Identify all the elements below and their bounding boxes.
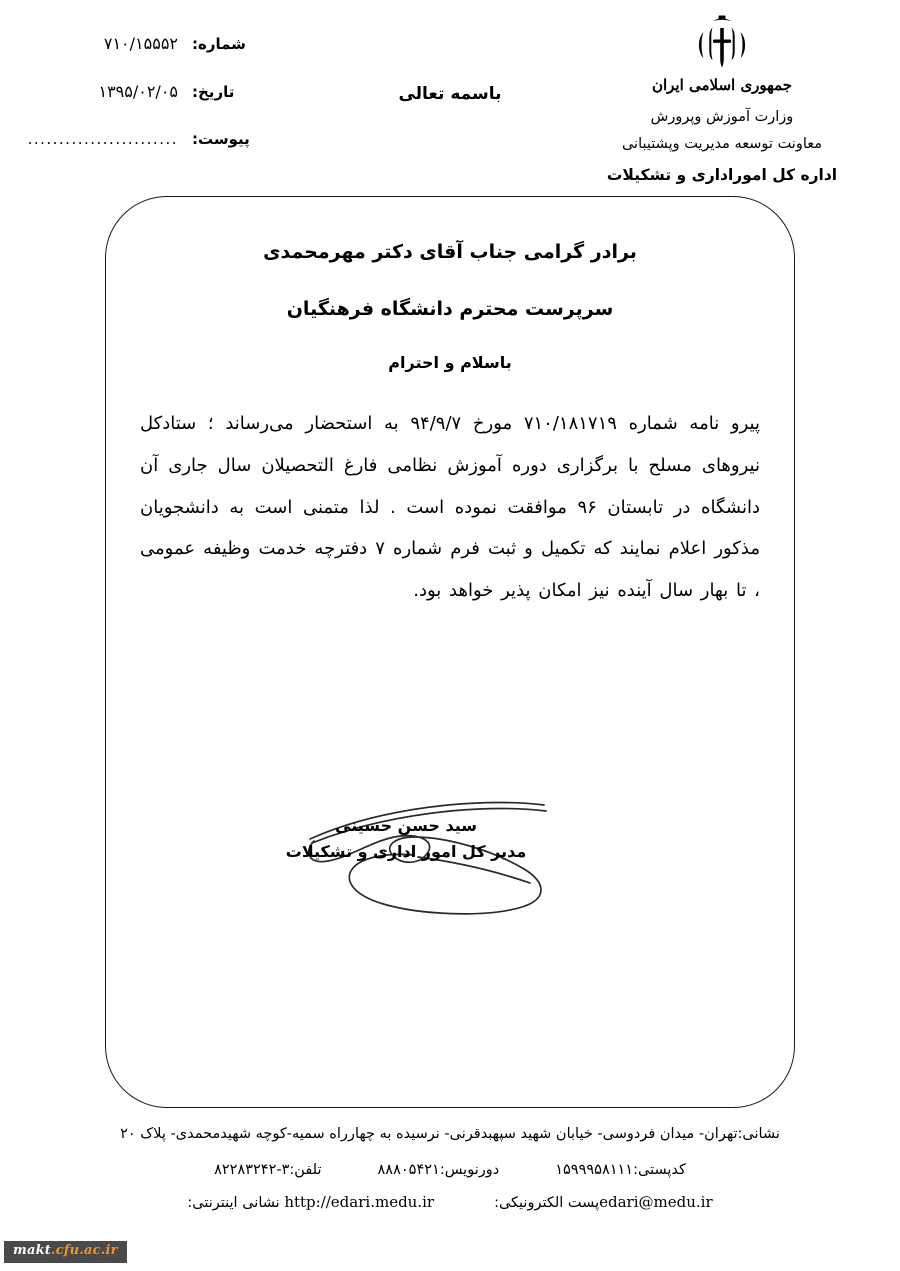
footer-telephone-value: ۸۲۲۸۳۲۴۲-۳ xyxy=(214,1161,290,1178)
label-number: شماره: xyxy=(192,35,246,53)
watermark-primary: makt xyxy=(13,1243,51,1259)
signature-name: سید حسن حسینی xyxy=(335,816,477,835)
salutation-position: سرپرست محترم دانشگاه فرهنگیان xyxy=(286,297,614,320)
footer-postal-code xyxy=(555,1157,686,1185)
basmala-text: باسمه تعالی xyxy=(398,84,502,104)
salutation-addressee: برادر گرامی جناب آقای دکتر مهرمحمدی xyxy=(263,241,637,263)
iran-emblem-icon xyxy=(693,14,751,70)
organization-header xyxy=(572,14,872,189)
footer-telephone xyxy=(214,1157,321,1185)
meta-row-attachment xyxy=(18,130,258,178)
footer-telephone-label: تلفن: xyxy=(289,1161,322,1178)
signature-title: مدیر کل امور اداری و تشکیلات xyxy=(285,841,527,861)
value-number: ۷۱۰/۱۵۵۵۲ xyxy=(103,34,178,53)
salutation-block xyxy=(168,239,732,375)
footer-address: نشانی:تهران- میدان فردوسی- خیابان شهید سپهبدقرنی- نرسیده به چهارراه سمیه-کوچه شهیدمحمدی- پلاک ۲۰ xyxy=(120,1126,780,1142)
letter-body-box xyxy=(105,196,795,1108)
footer-fax-label: دورنویس: xyxy=(439,1161,500,1178)
footer-fax xyxy=(378,1157,500,1185)
letter-body-paragraph: پیرو نامه شماره ۷۱۰/۱۸۱۷۱۹ مورخ ۹۴/۹/۷ به استحضار می‌رساند ؛ ستادکل نیروهای مسلح با برگزاری دوره آموزش نظامی فارغ التحصیلان سال جاری آن دانشگاه در تابستان ۹۶ موافقت نموده است . لذا متمنی است به دانشجویان مذکور اعلام نمایند که تکمیل و ثبت فرم شماره ۷ دفترچه خدمت وظیفه عمومی ، تا بهار سال آینده نیز امکان پذیر خواهد بود. xyxy=(140,413,760,601)
footer-postal-code-label: کدپستی: xyxy=(633,1161,686,1178)
signature-wrap xyxy=(276,813,536,864)
footer-website xyxy=(187,1188,434,1218)
org-department: اداره کل اموراداری و تشکیلات xyxy=(606,165,838,184)
footer-email-label: پست الکترونیکی: xyxy=(494,1195,600,1212)
header-meta-fields xyxy=(18,34,258,178)
watermark-secondary: .cfu.ac.ir xyxy=(51,1243,118,1259)
value-date: ۱۳۹۵/۰۲/۰۵ xyxy=(98,82,178,101)
footer-postal-code-value: ۱۵۹۹۹۵۸۱۱۱ xyxy=(555,1161,634,1178)
signature-block xyxy=(276,813,536,864)
label-date: تاریخ: xyxy=(192,83,235,101)
org-deputy: معاونت توسعه مدیریت وپشتیبانی xyxy=(621,135,823,152)
footer-web-row xyxy=(0,1188,900,1218)
value-attachment: ........................ xyxy=(27,130,178,148)
footer-website-value[interactable]: http://edari.medu.ir xyxy=(284,1193,435,1212)
salutation-greeting: باسلام و احترام xyxy=(388,353,512,373)
meta-row-number xyxy=(18,34,258,82)
footer-email-value[interactable]: edari@medu.ir xyxy=(599,1193,713,1212)
source-watermark xyxy=(4,1241,127,1263)
footer-email xyxy=(494,1188,713,1218)
label-attachment: پیوست: xyxy=(192,130,250,148)
footer-website-label: نشانی اینترنتی: xyxy=(187,1195,280,1212)
footer-fax-value: ۸۸۸۰۵۴۲۱ xyxy=(377,1161,440,1178)
org-country: جمهوری اسلامی ایران xyxy=(651,76,793,94)
page-footer xyxy=(0,1122,900,1218)
footer-contact-row xyxy=(0,1157,900,1185)
org-ministry: وزارت آموزش وپرورش xyxy=(650,109,794,125)
